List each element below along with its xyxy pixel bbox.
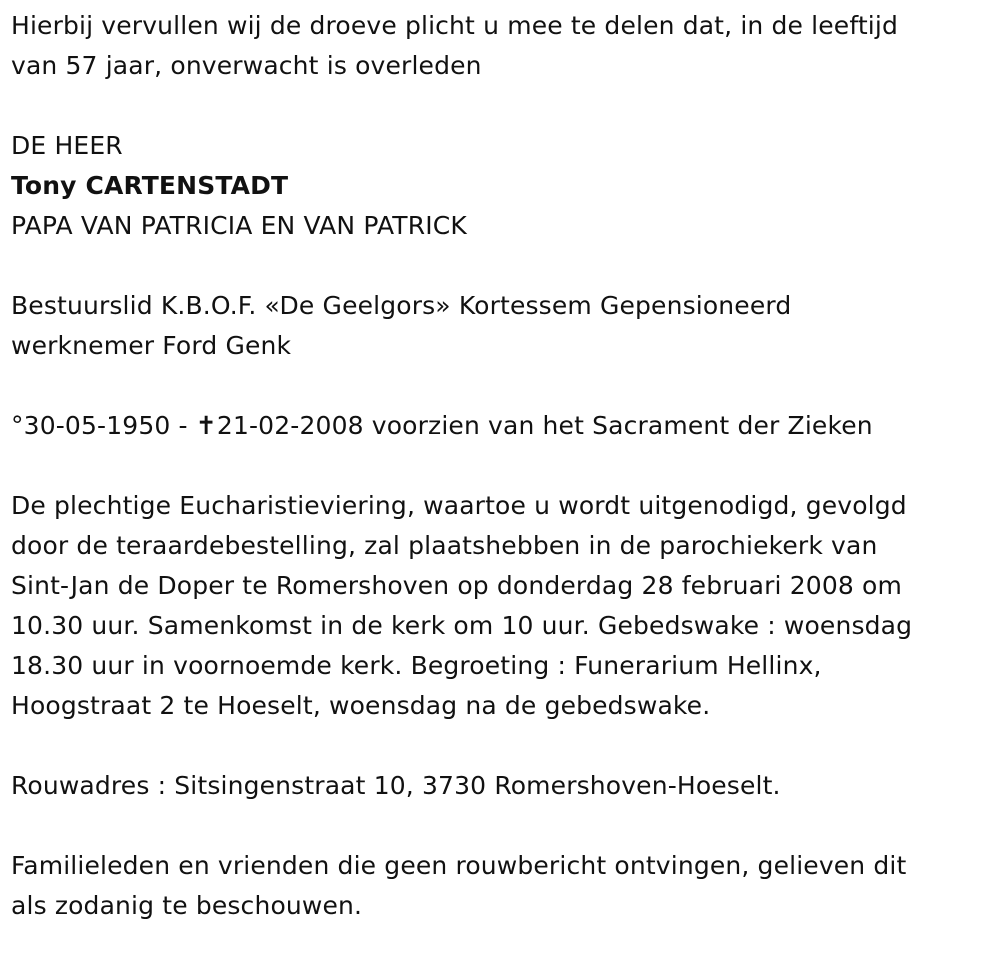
family-relation: PAPA VAN PATRICIA EN VAN PATRICK [11,211,467,240]
deceased-name: Tony CARTENSTADT [11,171,289,200]
spacer [11,246,990,286]
spacer [11,446,990,486]
spacer [11,806,990,846]
spacer [11,726,990,766]
spacer [11,366,990,406]
ceremony-paragraph: De plechtige Eucharistieviering, waartoe u wordt uitgenodigd, gevolgd door de teraardebestelling, zal plaatshebben in de parochiekerk van Sint-Jan de Doper te Romershoven op donderdag 28 februari 2008 om 10.30 uur. Samenkomst in de kerk om 10 uur. Gebedswake : woensdag 18.30 uur in voornoemde kerk. Begroeting : Funerarium Hellinx, Hoogstraat 2 te Hoeselt, woensdag na de gebedswake. [11,491,913,720]
spacer [11,86,990,126]
intro-paragraph: Hierbij vervullen wij de droeve plicht u mee te delen dat, in de leeftijd van 57 jaar, onverwacht is overleden [11,11,898,80]
roles-paragraph: Bestuurslid K.B.O.F. «De Geelgors» Kortessem Gepensioneerd werknemer Ford Genk [11,291,792,360]
honorific: DE HEER [11,131,123,160]
life-dates: °30-05-1950 - ✝21-02-2008 voorzien van het Sacrament der Zieken [11,411,873,440]
closing-paragraph: Familieleden en vrienden die geen rouwbericht ontvingen, gelieven dit als zodanig te beschouwen. [11,851,907,920]
mourning-address: Rouwadres : Sitsingenstraat 10, 3730 Romershoven-Hoeselt. [11,771,781,800]
